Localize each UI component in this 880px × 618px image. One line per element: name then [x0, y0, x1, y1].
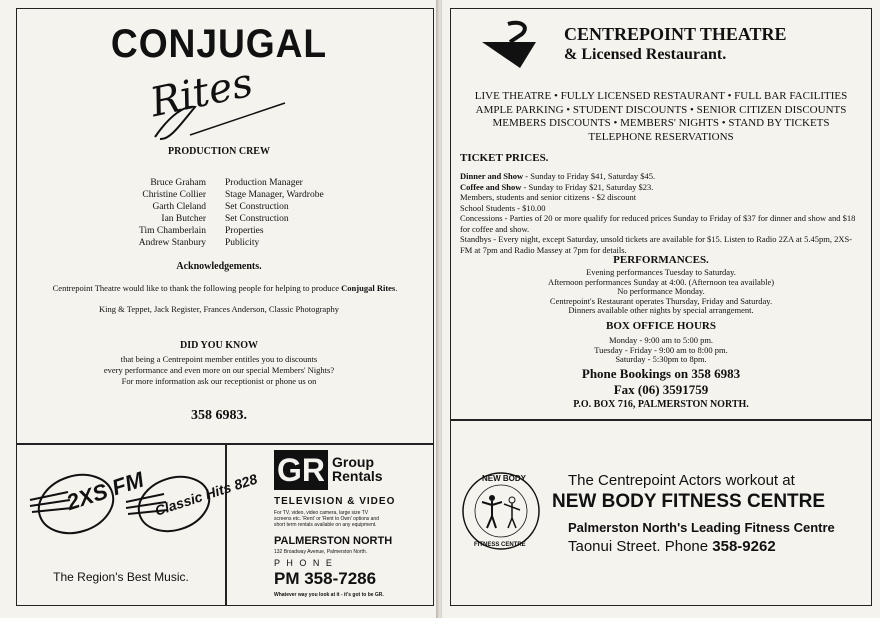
crew-name: Christine Collier [142, 190, 206, 200]
gr-phone: PM 358-7286 [274, 569, 377, 588]
gr-slogan: Whatever way you look at it - it's got to be GR. [274, 592, 384, 598]
perf-heading: PERFORMANCES. [613, 254, 709, 266]
ticket-line [460, 213, 862, 234]
dyk-line: For more information ask our receptionist or phone us on [121, 376, 317, 386]
theatre-sub: & Licensed Restaurant. [564, 46, 727, 63]
gr-address: 132 Broadway Avenue, Palmerston North. [274, 549, 368, 555]
crew-name: Ian Butcher [161, 214, 206, 224]
2xs-fm-logo [28, 466, 147, 540]
box-heading: BOX OFFICE HOURS [605, 320, 716, 332]
crew-role: Set Construction [225, 214, 289, 224]
logo-bottom-text: FITNESS CENTRE [474, 542, 526, 548]
dyk-heading: DID YOU KNOW [180, 340, 258, 351]
gr-brand-line: Group [332, 454, 374, 470]
feature-line: LIVE THEATRE • FULLY LICENSED RESTAURANT • FULL BAR FACILITIES [474, 90, 848, 102]
play-title: CONJUGAL [110, 22, 328, 66]
classic-hits-text: Classic Hits 828 [152, 470, 260, 519]
radio-tagline: The Region's Best Music. [53, 570, 189, 584]
ticket-line [460, 171, 862, 182]
box-line: Tuesday - Friday - 9:00 am to 8:00 pm. [594, 344, 728, 355]
ticket-line [460, 203, 862, 214]
dyk-line: that being a Centrepoint member entitles you to discounts [120, 354, 318, 364]
crew-name: Bruce Graham [150, 178, 206, 188]
perf-line: Evening performances Tuesday to Saturday. [586, 267, 736, 277]
ticket-heading: TICKET PRICES. [460, 152, 549, 164]
ticket-text: Members, students and senior citizens - $2 discount [460, 192, 637, 202]
dyk-phone: 358 6983. [191, 408, 247, 423]
crew-name: Tim Chamberlain [139, 226, 206, 236]
theatre-name: CENTREPOINT THEATRE [564, 24, 787, 44]
feature-line: TELEPHONE RESERVATIONS [588, 130, 734, 143]
ticket-bold: Coffee and Show [460, 181, 522, 192]
logo-top-text: NEW BODY [482, 474, 526, 483]
fitness-line2: NEW BODY FITNESS CENTRE [552, 491, 826, 512]
perf-line: Dinners available other nights by special arrangement. [568, 305, 754, 315]
right-page [442, 0, 880, 618]
features-list [450, 90, 872, 144]
gr-city: PALMERSTON NORTH [274, 535, 393, 547]
po-box: P.O. BOX 716, PALMERSTON NORTH. [573, 399, 749, 410]
ack-text-suffix: . [395, 283, 398, 293]
crew-name: Garth Cleland [152, 202, 206, 212]
fitness-phone: 358-9262 [712, 538, 776, 555]
perf-line: Centrepoint's Restaurant operates Thursday, Friday and Saturday. [549, 295, 773, 306]
crew-heading: PRODUCTION CREW [168, 146, 270, 157]
phone-bookings: Phone Bookings on 358 6983 [581, 366, 741, 381]
ticket-bold: Dinner and Show [460, 171, 524, 181]
perf-list [450, 268, 872, 316]
dyk-line: every performance and even more on our special Members' Nights? [103, 365, 335, 375]
gr-brand [332, 455, 383, 483]
crew-role: Properties [225, 226, 264, 236]
feature-line: MEMBERS DISCOUNTS • MEMBERS' NIGHTS • STAND BY TICKETS [492, 117, 830, 129]
crew-role: Set Construction [225, 202, 289, 212]
perf-line: No performance Monday. [617, 286, 705, 296]
2xs-text: 2XS FM [63, 466, 147, 516]
ticket-line [460, 192, 862, 203]
crew-list [0, 177, 438, 257]
ack-names: King & Teppet, Jack Register, Frances Anderson, Classic Photography [99, 304, 339, 314]
crew-role: Publicity [225, 238, 260, 248]
gr-body: For TV, video, video camera, large size TV screens etc. 'Rent' or 'Rent to Own' options and short term rentals available on any equipment. [274, 510, 379, 528]
ack-text-prefix: Centrepoint Theatre would like to thank the following people for helping to produce [52, 283, 342, 293]
classic-hits-logo [124, 470, 260, 540]
feature-line: AMPLE PARKING • STUDENT DISCOUNTS • SENIOR CITIZEN DISCOUNTS [475, 103, 847, 116]
gr-tv-heading: TELEVISION & VIDEO [274, 496, 396, 507]
centrepoint-logo [480, 20, 540, 72]
box-list [450, 336, 872, 365]
fitness-line4 [568, 538, 776, 555]
ticket-text: School Students - $10.00 [460, 202, 546, 213]
ticket-list [460, 171, 862, 255]
ticket-text: Concessions - Parties of 20 or more qualify for reduced prices Sunday to Friday of $37 for dinner and show and $18 for coffee and show. [460, 213, 856, 234]
gr-logo-box: GR [274, 450, 328, 490]
crew-role: Production Manager [225, 178, 303, 188]
ack-text [18, 283, 432, 294]
fitness-line1: The Centrepoint Actors workout at [568, 472, 795, 489]
gr-phone-label: P H O N E [274, 558, 334, 568]
gr-brand-line: Rentals [332, 468, 383, 484]
new-body-logo [460, 470, 542, 552]
ticket-line [460, 182, 862, 193]
box-line: Monday - 9:00 am to 5:00 pm. [608, 335, 714, 345]
fax: Fax (06) 3591759 [613, 382, 709, 397]
title-swash [150, 95, 290, 145]
crew-name: Andrew Stanbury [138, 238, 206, 248]
perf-line: Afternoon performances Sunday at 4:00. (Afternoon tea available) [547, 276, 775, 287]
fitness-line3: Palmerston North's Leading Fitness Centre [568, 520, 835, 535]
box-line: Saturday - 5:30pm to 8pm. [615, 354, 707, 364]
play-title-script: Rites [146, 59, 257, 127]
ticket-text: Standbys - Every night, except Saturday, unsold tickets are available for $15. Listen to Radio 2ZA at 5.45pm, 2XS-FM at 7pm and Radio Massey at 7pm for details. [460, 234, 853, 255]
fitness-line4-prefix: Taonui Street. Phone [568, 538, 713, 555]
left-page [0, 0, 438, 618]
ack-text-bold: Conjugal Rites [341, 283, 396, 293]
ticket-line [460, 234, 862, 255]
ticket-text: - Sunday to Friday $21, Saturday $23. [521, 181, 654, 192]
ack-heading: Acknowledgements. [176, 261, 262, 272]
ticket-text: - Sunday to Friday $41, Saturday $45. [523, 171, 656, 181]
crew-role: Stage Manager, Wardrobe [225, 190, 324, 200]
